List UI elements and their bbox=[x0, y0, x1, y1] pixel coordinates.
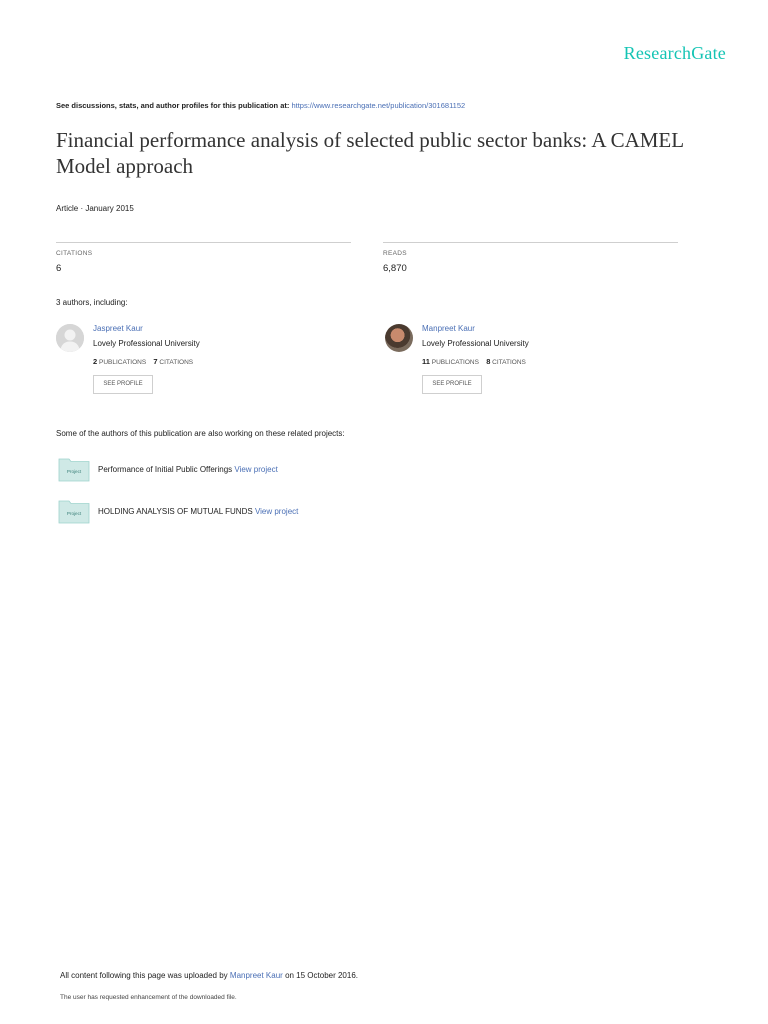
citations-count: 7 bbox=[153, 357, 158, 366]
view-project-link[interactable]: View project bbox=[234, 465, 278, 474]
citations-label: CITATIONS bbox=[56, 250, 93, 257]
see-profile-button[interactable]: SEE PROFILE bbox=[93, 375, 153, 394]
researchgate-logo[interactable]: ResearchGate bbox=[623, 43, 726, 63]
citations-label: CITATIONS bbox=[492, 359, 526, 366]
author-name-link[interactable]: Manpreet Kaur bbox=[422, 324, 475, 333]
paper-title: Financial performance analysis of selected public sector banks: A CAMEL Model approach bbox=[56, 128, 684, 178]
upload-suffix: on 15 October 2016. bbox=[285, 971, 359, 980]
view-project-link[interactable]: View project bbox=[254, 507, 299, 516]
citations-value: 6 bbox=[56, 263, 62, 274]
citations-label: CITATIONS bbox=[159, 359, 194, 366]
publications-count: 11 bbox=[422, 357, 430, 366]
project-text bbox=[98, 507, 298, 516]
author-affiliation: Lovely Professional University bbox=[93, 339, 200, 348]
uploader-link[interactable]: Manpreet Kaur bbox=[229, 971, 283, 980]
authors-heading: 3 authors, including: bbox=[56, 298, 128, 307]
avatar[interactable] bbox=[385, 324, 413, 352]
citations-stat bbox=[56, 242, 351, 274]
header-discussion-line bbox=[56, 101, 465, 110]
enhancement-disclaimer: The user has requested enhancement of the downloaded file. bbox=[60, 994, 237, 1001]
default-avatar-icon bbox=[56, 324, 84, 352]
project-text bbox=[98, 465, 278, 474]
upload-prefix: All content following this page was uploaded by bbox=[60, 971, 228, 980]
citations-count: 8 bbox=[486, 357, 491, 366]
reads-stat bbox=[383, 242, 678, 274]
reads-label: READS bbox=[383, 250, 407, 257]
header-discuss-text: See discussions, stats, and author profiles for this publication at: bbox=[56, 101, 290, 110]
project-folder-label: Project bbox=[66, 469, 82, 474]
related-projects-heading: Some of the authors of this publication are also working on these related projects: bbox=[56, 429, 345, 438]
publications-label: PUBLICATIONS bbox=[431, 359, 479, 366]
upload-note bbox=[60, 971, 358, 980]
author-name-link[interactable]: Jaspreet Kaur bbox=[93, 324, 143, 333]
author-stats bbox=[422, 357, 526, 366]
author-stats bbox=[93, 357, 193, 366]
publications-count: 2 bbox=[93, 357, 98, 366]
project-title: Performance of Initial Public Offerings bbox=[98, 465, 233, 474]
author-affiliation: Lovely Professional University bbox=[422, 339, 529, 348]
project-folder-icon bbox=[58, 498, 90, 524]
article-meta: Article · January 2015 bbox=[56, 204, 134, 213]
avatar[interactable] bbox=[56, 324, 84, 352]
project-folder-label: Project bbox=[66, 511, 82, 516]
publication-url-link[interactable]: https://www.researchgate.net/publication/301681152 bbox=[291, 101, 466, 110]
see-profile-button[interactable]: SEE PROFILE bbox=[422, 375, 482, 394]
project-title: HOLDING ANALYSIS OF MUTUAL FUNDS bbox=[98, 507, 253, 516]
project-folder-icon bbox=[58, 456, 90, 482]
publications-label: PUBLICATIONS bbox=[98, 359, 147, 366]
reads-value: 6,870 bbox=[383, 263, 407, 274]
